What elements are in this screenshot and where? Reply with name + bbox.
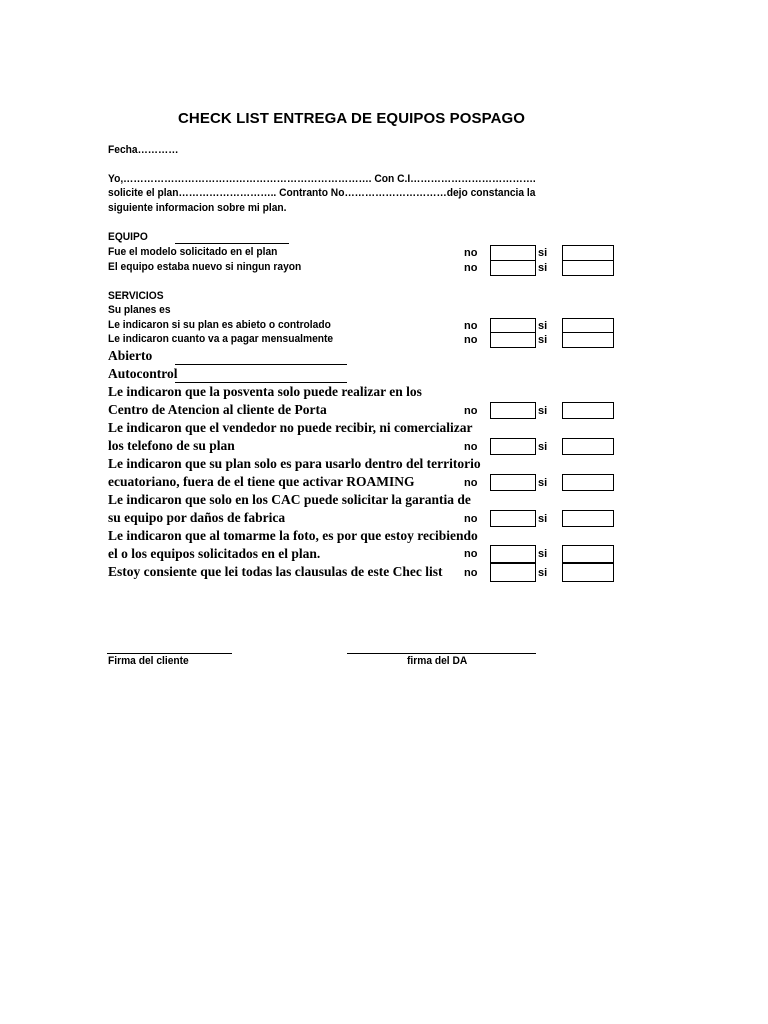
firma-da-label: firma del DA [407, 655, 468, 667]
equipo-item-label: Fue el modelo solicitado en el plan [108, 246, 278, 258]
si-checkbox[interactable] [562, 545, 614, 563]
no-label: no [464, 441, 478, 453]
no-label: no [464, 247, 478, 259]
si-label: si [538, 567, 548, 579]
question-line-2: Centro de Atencion al cliente de Porta [108, 402, 327, 417]
equipo-heading: EQUIPO [108, 231, 148, 243]
no-label: no [464, 334, 478, 346]
servicios-item-label: Le indicaron cuanto va a pagar mensualmente [108, 333, 334, 345]
intro-line-1: Yo,………………………………………………………………. Con C.I………………………………. [108, 173, 536, 185]
autocontrol-label: Autocontrol [108, 366, 178, 381]
si-checkbox[interactable] [562, 438, 614, 455]
si-label: si [538, 477, 548, 489]
si-checkbox[interactable] [562, 402, 614, 419]
si-label: si [538, 320, 548, 332]
no-checkbox[interactable] [490, 245, 536, 261]
no-checkbox[interactable] [490, 438, 536, 455]
si-label: si [538, 441, 548, 453]
signature-line-cliente [107, 653, 232, 654]
no-label: no [464, 567, 478, 579]
no-checkbox[interactable] [490, 474, 536, 491]
no-label: no [464, 513, 478, 525]
servicios-subheading: Su planes es [108, 304, 171, 316]
si-label: si [538, 513, 548, 525]
signature-line-da [347, 653, 536, 654]
question-line-2: el o los equipos solicitados en el plan. [108, 546, 321, 561]
intro-line-3: siguiente informacion sobre mi plan. [108, 202, 287, 214]
servicios-item-label: Le indicaron si su plan es abieto o controlado [108, 319, 331, 331]
si-checkbox[interactable] [562, 510, 614, 527]
si-checkbox[interactable] [562, 563, 614, 582]
question-line-2: su equipo por daños de fabrica [108, 510, 286, 525]
page-title: CHECK LIST ENTREGA DE EQUIPOS POSPAGO [178, 110, 526, 127]
question-line-1: Le indicaron que su plan solo es para usarlo dentro del territorio [108, 456, 481, 471]
question-line-2: los telefono de su plan [108, 438, 235, 453]
intro-line-2: solicite el plan……………………….. Contranto No…………………………dejo constancia la [108, 187, 536, 199]
si-label: si [538, 247, 548, 259]
no-checkbox[interactable] [490, 545, 536, 563]
autocontrol-blank-line [175, 382, 347, 383]
fecha-field-label: Fecha………… [108, 144, 179, 156]
no-label: no [464, 262, 478, 274]
si-label: si [538, 405, 548, 417]
question-line-2: ecuatoriano, fuera de el tiene que activar ROAMING [108, 474, 415, 489]
equipo-blank-line [175, 243, 289, 244]
no-label: no [464, 477, 478, 489]
si-checkbox[interactable] [562, 260, 614, 276]
abierto-label: Abierto [108, 348, 153, 363]
no-label: no [464, 548, 478, 560]
question-line-1: Le indicaron que el vendedor no puede recibir, ni comercializar [108, 420, 473, 435]
si-checkbox[interactable] [562, 474, 614, 491]
abierto-blank-line [175, 364, 347, 365]
equipo-item-label: El equipo estaba nuevo si ningun rayon [108, 261, 302, 273]
firma-cliente-label: Firma del cliente [108, 655, 189, 667]
no-label: no [464, 320, 478, 332]
no-checkbox[interactable] [490, 510, 536, 527]
si-checkbox[interactable] [562, 245, 614, 261]
si-label: si [538, 334, 548, 346]
question-line-1: Le indicaron que la posventa solo puede realizar en los [108, 384, 422, 399]
si-label: si [538, 548, 548, 560]
question-line-1: Estoy consiente que lei todas las clausulas de este Chec list [108, 564, 443, 579]
no-label: no [464, 405, 478, 417]
no-checkbox[interactable] [490, 402, 536, 419]
no-checkbox[interactable] [490, 260, 536, 276]
no-checkbox[interactable] [490, 563, 536, 582]
no-checkbox[interactable] [490, 332, 536, 348]
servicios-heading: SERVICIOS [108, 290, 164, 302]
si-label: si [538, 262, 548, 274]
si-checkbox[interactable] [562, 332, 614, 348]
question-line-1: Le indicaron que al tomarme la foto, es por que estoy recibiendo [108, 528, 478, 543]
question-line-1: Le indicaron que solo en los CAC puede solicitar la garantia de [108, 492, 471, 507]
